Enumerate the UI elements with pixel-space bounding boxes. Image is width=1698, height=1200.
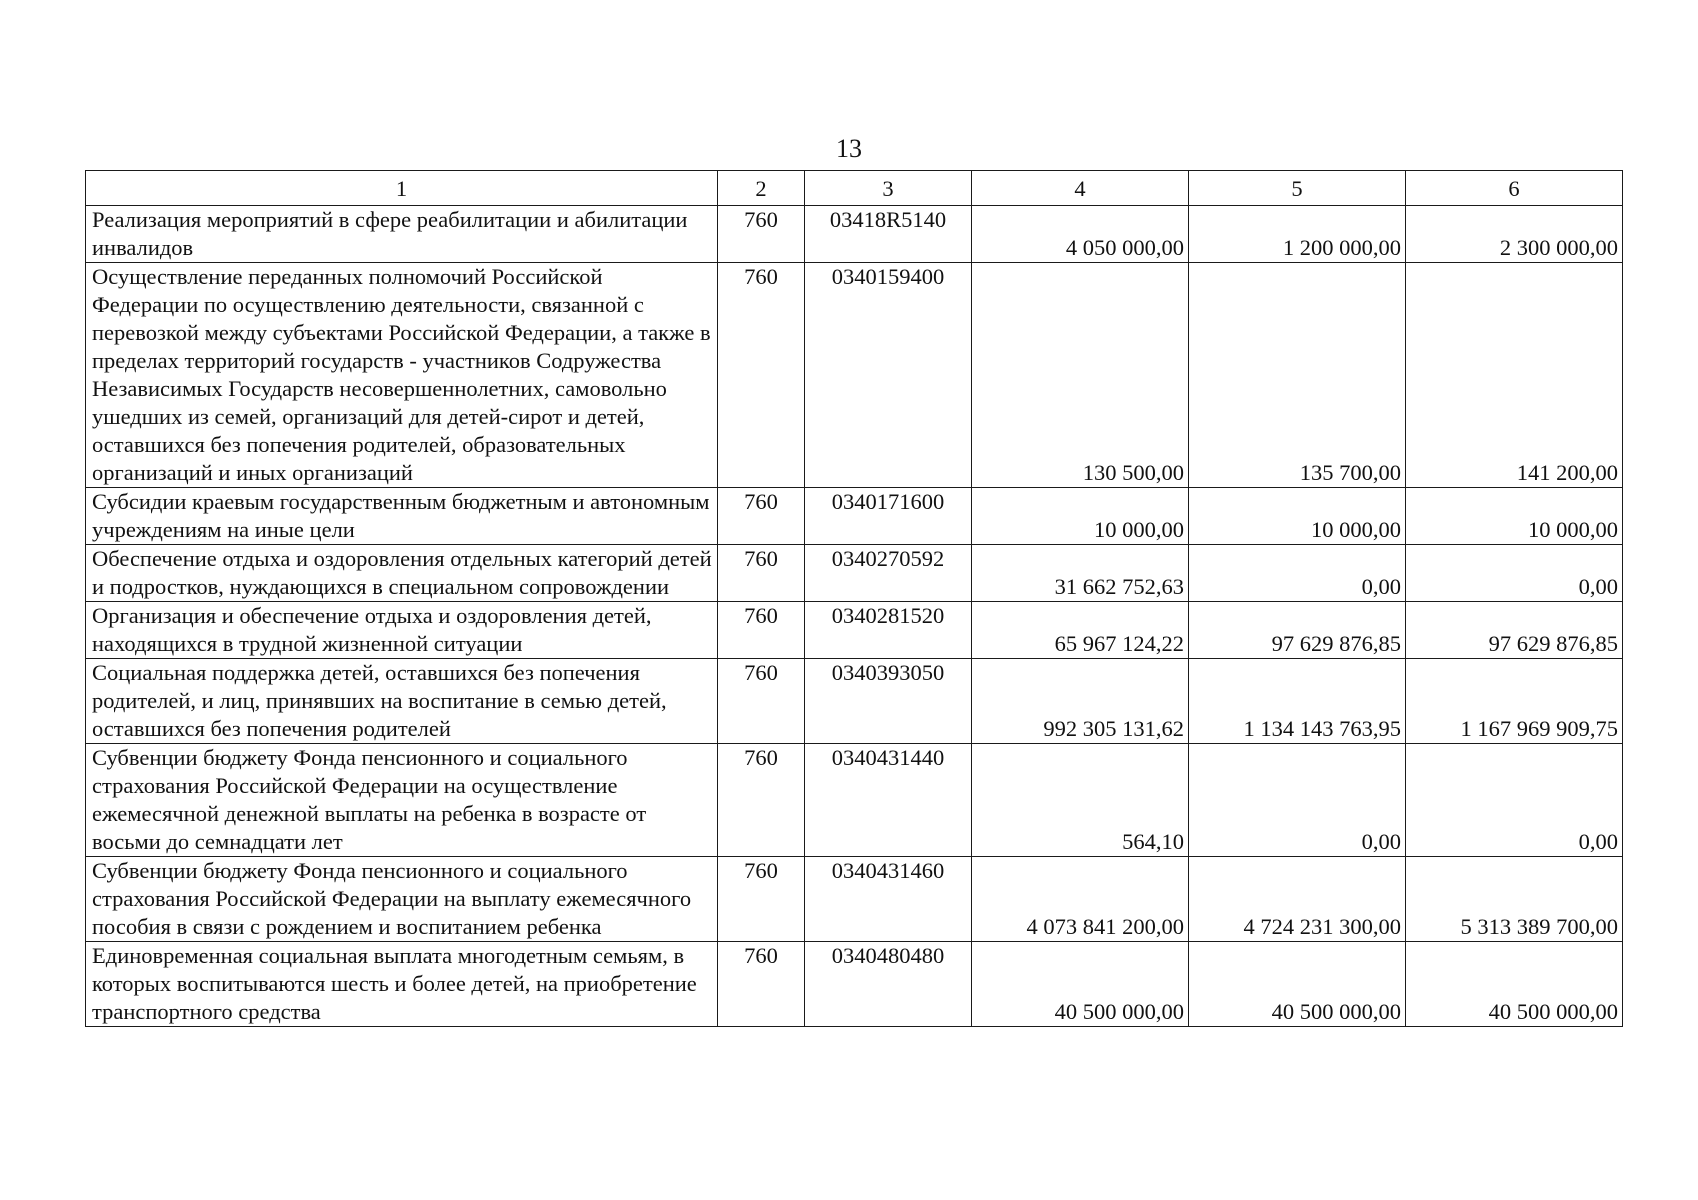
row-amount-col4: 40 500 000,00	[972, 942, 1189, 1027]
table-header	[86, 171, 1623, 206]
row-amount-col4: 130 500,00	[972, 263, 1189, 488]
table-row	[86, 744, 1623, 857]
row-amount-col5: 4 724 231 300,00	[1189, 857, 1406, 942]
row-amount-col6: 0,00	[1406, 744, 1623, 857]
row-gr-code: 760	[718, 857, 805, 942]
row-target-code: 0340281520	[805, 602, 972, 659]
row-amount-col4: 992 305 131,62	[972, 659, 1189, 744]
row-amount-col6: 1 167 969 909,75	[1406, 659, 1623, 744]
row-target-code: 0340171600	[805, 488, 972, 545]
table-row	[86, 263, 1623, 488]
table-row	[86, 545, 1623, 602]
row-amount-col5: 0,00	[1189, 545, 1406, 602]
row-gr-code: 760	[718, 263, 805, 488]
row-target-code: 0340393050	[805, 659, 972, 744]
row-name: Единовременная социальная выплата многодетным семьям, в которых воспитываются шесть и более детей, на приобретение транспортного средства	[86, 942, 718, 1027]
row-amount-col5: 1 200 000,00	[1189, 206, 1406, 263]
header-cell-3: 3	[805, 171, 972, 206]
row-gr-code: 760	[718, 602, 805, 659]
row-target-code: 0340431440	[805, 744, 972, 857]
row-amount-col4: 4 073 841 200,00	[972, 857, 1189, 942]
row-target-code: 0340480480	[805, 942, 972, 1027]
row-amount-col6: 10 000,00	[1406, 488, 1623, 545]
row-amount-col6: 141 200,00	[1406, 263, 1623, 488]
row-amount-col6: 40 500 000,00	[1406, 942, 1623, 1027]
table-row	[86, 206, 1623, 263]
row-name: Организация и обеспечение отдыха и оздоровления детей, находящихся в трудной жизненной ситуации	[86, 602, 718, 659]
header-cell-5: 5	[1189, 171, 1406, 206]
row-amount-col5: 10 000,00	[1189, 488, 1406, 545]
row-gr-code: 760	[718, 488, 805, 545]
row-target-code: 0340270592	[805, 545, 972, 602]
row-gr-code: 760	[718, 659, 805, 744]
row-target-code: 0340159400	[805, 263, 972, 488]
row-amount-col5: 97 629 876,85	[1189, 602, 1406, 659]
header-cell-6: 6	[1406, 171, 1623, 206]
row-amount-col5: 135 700,00	[1189, 263, 1406, 488]
row-name: Социальная поддержка детей, оставшихся без попечения родителей, и лиц, принявших на воспитание в семью детей, оставшихся без попечения родителей	[86, 659, 718, 744]
row-gr-code: 760	[718, 942, 805, 1027]
page-number: 13	[836, 134, 862, 163]
row-amount-col6: 0,00	[1406, 545, 1623, 602]
row-amount-col6: 5 313 389 700,00	[1406, 857, 1623, 942]
row-amount-col6: 97 629 876,85	[1406, 602, 1623, 659]
row-amount-col4: 4 050 000,00	[972, 206, 1189, 263]
row-name: Субвенции бюджету Фонда пенсионного и социального страхования Российской Федерации на осуществление ежемесячной денежной выплаты на ребенка в возрасте от восьми до семнадцати лет	[86, 744, 718, 857]
row-gr-code: 760	[718, 545, 805, 602]
table-row	[86, 488, 1623, 545]
table-row	[86, 942, 1623, 1027]
header-row	[86, 171, 1623, 206]
header-cell-2: 2	[718, 171, 805, 206]
row-amount-col6: 2 300 000,00	[1406, 206, 1623, 263]
row-target-code: 03418R5140	[805, 206, 972, 263]
budget-table	[85, 170, 1623, 1027]
table-body	[86, 206, 1623, 1027]
row-name: Осуществление переданных полномочий Российской Федерации по осуществлению деятельности, связанной с перевозкой между субъектами Российской Федерации, а также в пределах территорий государств - участников Содружества Независимых Государств несовершеннолетних, самовольно ушедших из семей, организаций для детей-сирот и детей, оставшихся без попечения родителей, образовательных организаций и иных организаций	[86, 263, 718, 488]
row-amount-col4: 65 967 124,22	[972, 602, 1189, 659]
row-amount-col5: 0,00	[1189, 744, 1406, 857]
row-name: Субсидии краевым государственным бюджетным и автономным учреждениям на иные цели	[86, 488, 718, 545]
row-amount-col5: 40 500 000,00	[1189, 942, 1406, 1027]
row-gr-code: 760	[718, 206, 805, 263]
row-name: Субвенции бюджету Фонда пенсионного и социального страхования Российской Федерации на выплату ежемесячного пособия в связи с рождением и воспитанием ребенка	[86, 857, 718, 942]
row-name: Реализация мероприятий в сфере реабилитации и абилитации инвалидов	[86, 206, 718, 263]
header-cell-1: 1	[86, 171, 718, 206]
row-name: Обеспечение отдыха и оздоровления отдельных категорий детей и подростков, нуждающихся в специальном сопровождении	[86, 545, 718, 602]
row-target-code: 0340431460	[805, 857, 972, 942]
row-amount-col4: 564,10	[972, 744, 1189, 857]
table-row	[86, 659, 1623, 744]
row-amount-col4: 10 000,00	[972, 488, 1189, 545]
row-amount-col4: 31 662 752,63	[972, 545, 1189, 602]
row-gr-code: 760	[718, 744, 805, 857]
table-row	[86, 602, 1623, 659]
table-row	[86, 857, 1623, 942]
row-amount-col5: 1 134 143 763,95	[1189, 659, 1406, 744]
header-cell-4: 4	[972, 171, 1189, 206]
